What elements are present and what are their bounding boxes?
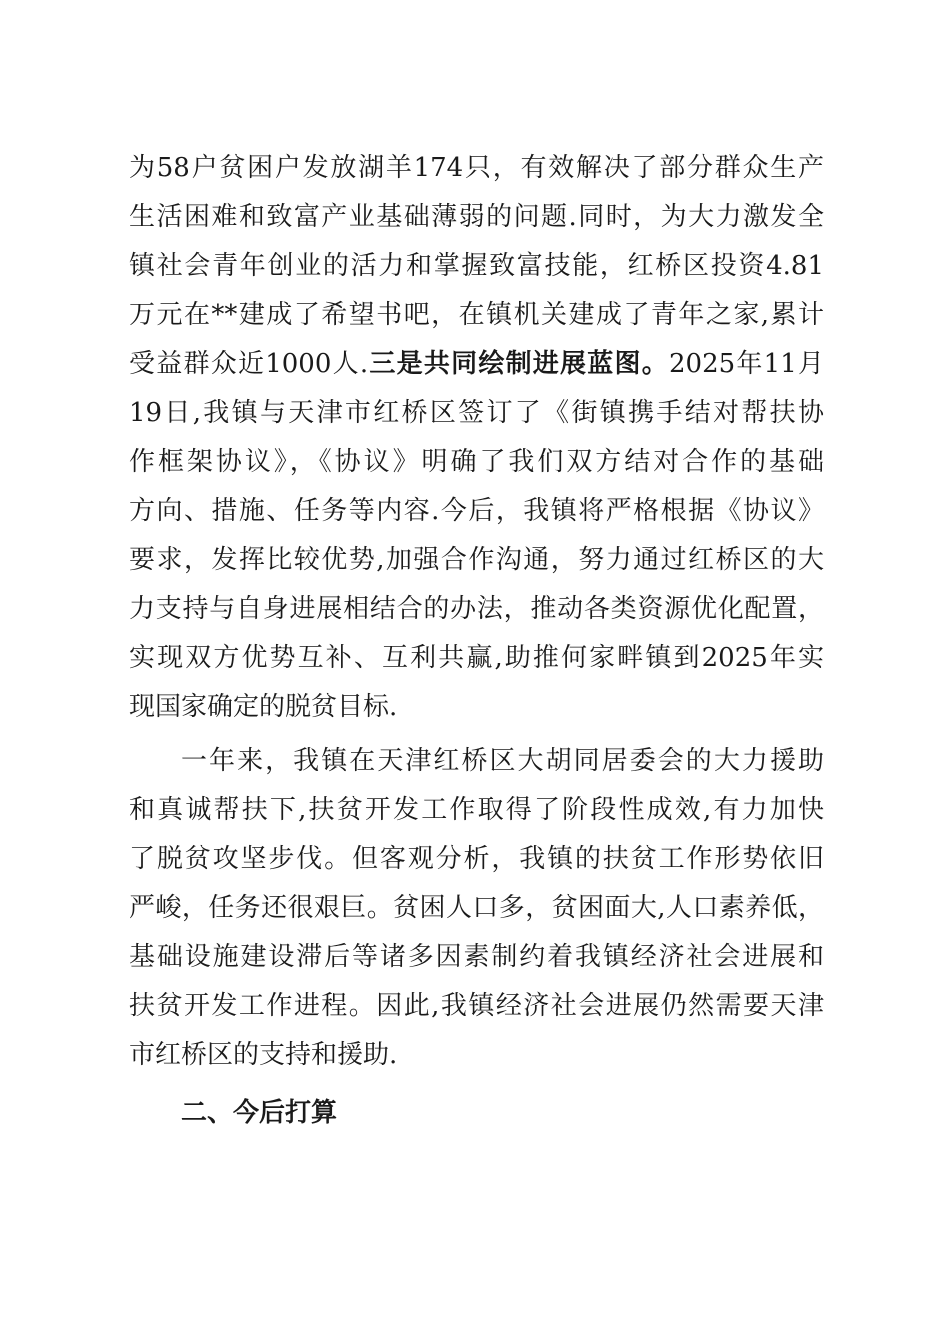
paragraph-1-line-10: 力支持与自身进展相结合的办法，推动各类资源优化配置，: [129, 594, 824, 624]
paragraph-1-line-12: 现国家确定的脱贫目标.: [129, 692, 398, 722]
paragraph-1-line-8: 方向、措施、任务等内容.今后，我镇将严格根据《协议》: [129, 496, 824, 526]
paragraph-2-line-1: 一年来，我镇在天津红桥区大胡同居委会的大力援助: [181, 746, 824, 776]
section-heading: 二、今后打算: [181, 1098, 338, 1128]
paragraph-1-line-5: [129, 344, 824, 384]
paragraph-2-line-5: 基础设施建设滞后等诸多因素制约着我镇经济社会进展和: [129, 942, 824, 972]
paragraph-1-line-4: 万元在**建成了希望书吧，在镇机关建成了青年之家,累计: [129, 300, 824, 330]
paragraph-1-line-2: 生活困难和致富产业基础薄弱的问题.同时，为大力激发全: [129, 202, 824, 232]
paragraph-1-line-5-pre: 受益群众近1000人.: [129, 349, 369, 379]
paragraph-1-line-9: 要求，发挥比较优势,加强合作沟通，努力通过红桥区的大: [129, 545, 824, 575]
point-three-heading: 三是共同绘制进展蓝图。: [368, 349, 670, 379]
paragraph-1-line-6: 19日,我镇与天津市红桥区签订了《街镇携手结对帮扶协: [129, 398, 824, 428]
paragraph-2-line-3: 了脱贫攻坚步伐。但客观分析，我镇的扶贫工作形势依旧: [129, 844, 824, 874]
paragraph-1-line-5-post: 2025年11月: [669, 349, 824, 379]
paragraph-1-line-11: 实现双方优势互补、互利共赢,助推何家畔镇到2025年实: [129, 643, 824, 673]
paragraph-2-line-4: 严峻，任务还很艰巨。贫困人口多，贫困面大,人口素养低，: [129, 893, 824, 923]
paragraph-2-line-7: 市红桥区的支持和援助.: [129, 1040, 398, 1070]
paragraph-2-line-6: 扶贫开发工作进程。因此,我镇经济社会进展仍然需要天津: [129, 991, 824, 1021]
paragraph-1-line-1: 为58户贫困户发放湖羊174只，有效解决了部分群众生产: [129, 153, 824, 183]
paragraph-1-line-3: 镇社会青年创业的活力和掌握致富技能，红桥区投资4.81: [129, 251, 824, 281]
paragraph-1-line-7: 作框架协议》，《协议》明确了我们双方结对合作的基础: [129, 447, 824, 477]
paragraph-2-line-2: 和真诚帮扶下,扶贫开发工作取得了阶段性成效,有力加快: [129, 795, 824, 825]
